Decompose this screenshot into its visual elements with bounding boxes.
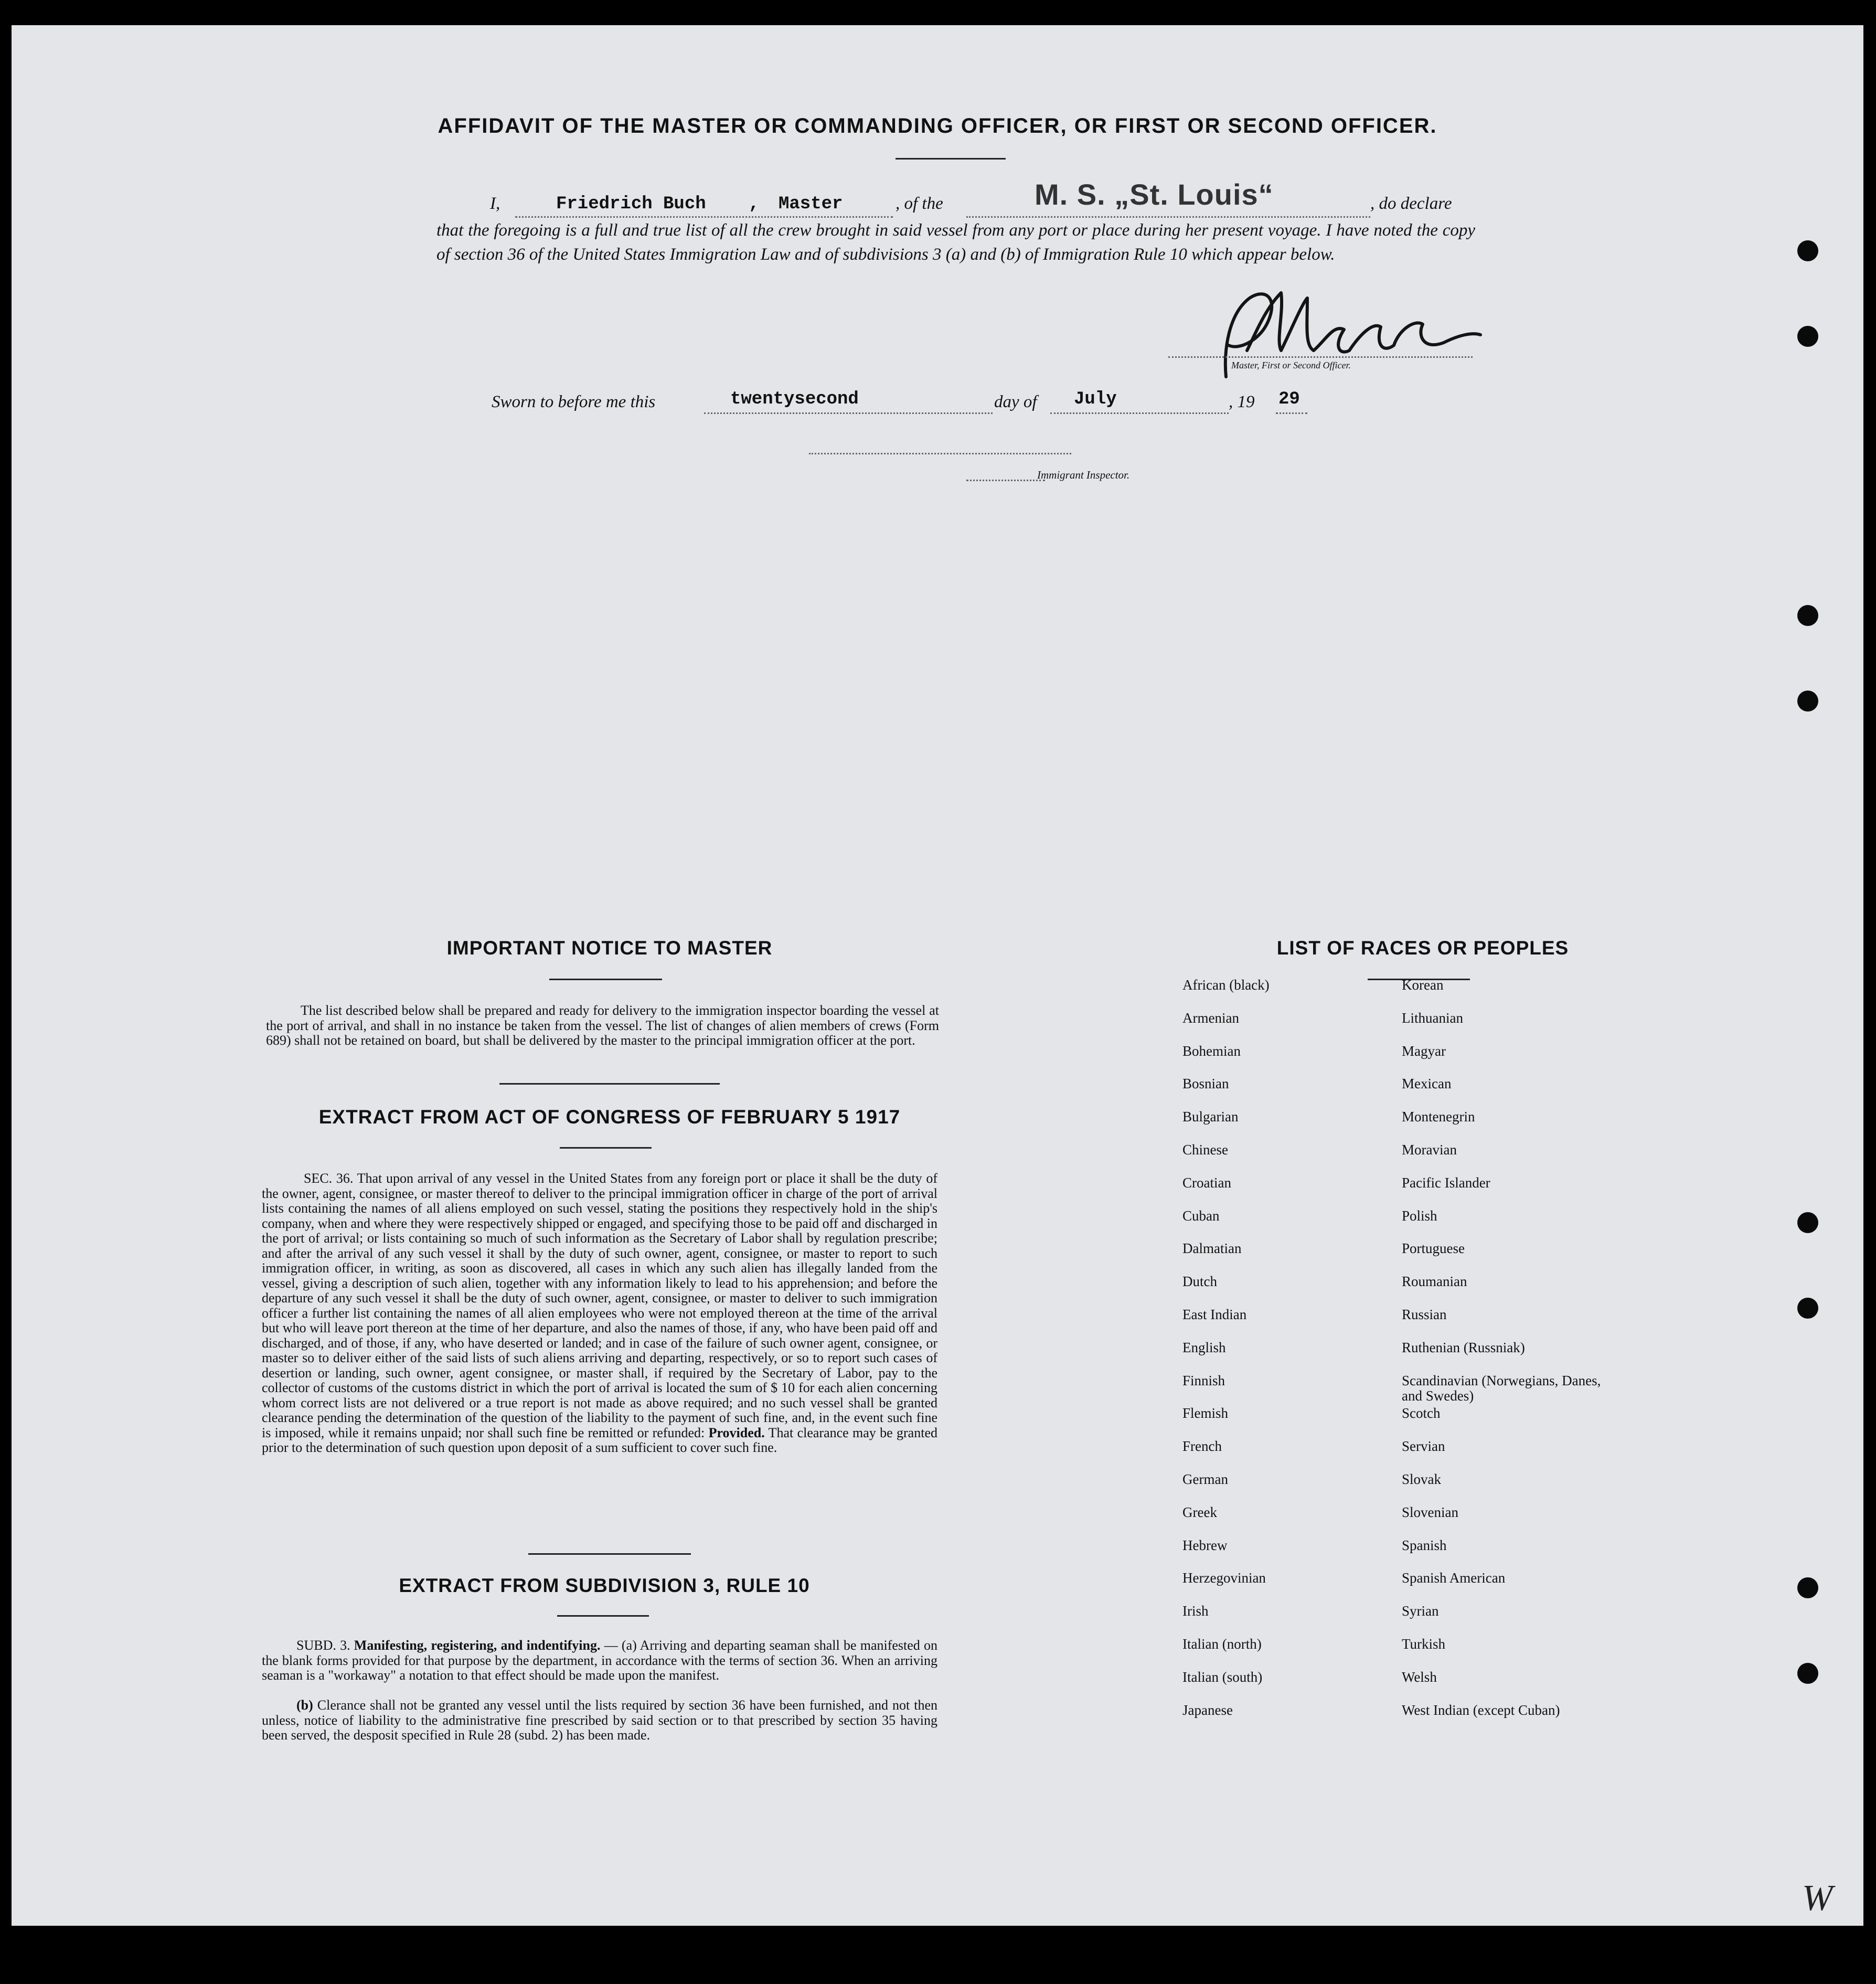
- master-signature: [1176, 272, 1491, 392]
- inspector-line-1: [809, 453, 1071, 454]
- race-item: Irish: [1182, 1603, 1209, 1619]
- race-item: Polish: [1402, 1207, 1437, 1224]
- race-item: Slovenian: [1402, 1504, 1458, 1520]
- extract-act-heading: EXTRACT FROM ACT OF CONGRESS OF FEBRUARY 5 1917: [318, 1106, 901, 1128]
- signature-line: [1168, 356, 1473, 358]
- race-item: Spanish American: [1402, 1570, 1506, 1586]
- race-item: Servian: [1402, 1438, 1445, 1455]
- affidavit-paragraph: that the foregoing is a full and true list of all the crew brought in said vessel from any port or place during her present voyage. I have noted the copy of section 36 of the United States Immigration Law and of subdivisions 3 (a) and (b) of Immigration Rule 10 which appear below.: [436, 221, 1475, 264]
- race-item: Bosnian: [1182, 1076, 1229, 1092]
- binder-hole: [1797, 1577, 1818, 1598]
- race-item: German: [1182, 1471, 1228, 1487]
- race-item: Cuban: [1182, 1207, 1220, 1224]
- document-page: [12, 25, 1863, 1926]
- race-item: Spanish: [1402, 1537, 1447, 1553]
- para-b-text: Clerance shall not be granted any vessel until the lists required by section 36 have been furnished, and not then unless, notice of liability to the administrative fine prescribed by said section or to that prescribed by section 35 having been served, the desposit specified in Rule 28 (subd. 2) has been made.: [262, 1697, 937, 1743]
- race-item: Hebrew: [1182, 1537, 1228, 1553]
- race-item: Welsh: [1402, 1669, 1437, 1685]
- binder-hole: [1797, 605, 1818, 626]
- race-item: Flemish: [1182, 1405, 1229, 1421]
- race-item: West Indian (except Cuban): [1402, 1702, 1560, 1718]
- extract-rule-heading: EXTRACT FROM SUBDIVISION 3, RULE 10: [399, 1575, 810, 1596]
- extract-act-rule: [560, 1147, 652, 1149]
- race-item: Greek: [1182, 1504, 1217, 1520]
- provided-label: Provided.: [708, 1425, 765, 1440]
- race-item: Chinese: [1182, 1142, 1228, 1158]
- sworn-day: twentysecond: [730, 389, 859, 409]
- sworn-day-blank: [704, 412, 993, 414]
- day-of-label: day of: [994, 392, 1037, 411]
- race-item: English: [1182, 1339, 1226, 1355]
- name-blank: [515, 216, 893, 218]
- race-item: Korean: [1402, 977, 1444, 993]
- race-item: Lithuanian: [1402, 1010, 1463, 1026]
- race-item: Italian (south): [1182, 1669, 1263, 1685]
- race-item: Roumanian: [1402, 1274, 1467, 1290]
- race-item: French: [1182, 1438, 1222, 1455]
- race-item: Dalmatian: [1182, 1240, 1242, 1257]
- binder-hole: [1797, 326, 1818, 347]
- corner-mark: W: [1802, 1878, 1833, 1918]
- subd3-para-a: [262, 1638, 937, 1683]
- notice-heading: IMPORTANT NOTICE TO MASTER: [446, 937, 773, 959]
- affidavit-title: AFFIDAVIT OF THE MASTER OR COMMANDING OFFICER, OR FIRST OR SECOND OFFICER.: [438, 114, 1437, 137]
- binder-hole: [1797, 691, 1818, 712]
- do-declare-label: , do declare: [1370, 194, 1452, 213]
- race-item: Mexican: [1402, 1076, 1452, 1092]
- race-item: Croatian: [1182, 1174, 1231, 1191]
- race-item: African (black): [1182, 977, 1270, 993]
- sworn-month-blank: [1050, 412, 1229, 414]
- binder-hole: [1797, 1298, 1818, 1319]
- year-prefix: , 19: [1229, 392, 1255, 411]
- of-the-label: , of the: [896, 194, 943, 213]
- race-item: Portuguese: [1402, 1240, 1465, 1257]
- sworn-label: Sworn to before me this: [492, 392, 656, 411]
- master-rank: Master: [779, 194, 843, 214]
- extract-act-text: [262, 1171, 937, 1456]
- race-item: Japanese: [1182, 1702, 1233, 1718]
- inspector-line-2: [966, 480, 1045, 481]
- race-item: Pacific Islander: [1402, 1174, 1490, 1191]
- notice-text: The list described below shall be prepared and ready for delivery to the immigration inspector boarding the vessel at the port of arrival, and shall in no instance be taken from the vessel. The list of changes of alien members of crews (Form 689) shall not be retained on board, but shall be delivered by the master to the principal immigration officer at the port.: [266, 1003, 939, 1048]
- race-item: Herzegovinian: [1182, 1570, 1266, 1586]
- binder-hole: [1797, 1663, 1818, 1684]
- notice-heading-rule: [549, 979, 662, 980]
- race-item: Moravian: [1402, 1142, 1457, 1158]
- race-item: Scandinavian (Norwegians, Danes, and Swedes): [1402, 1372, 1601, 1404]
- race-item: Armenian: [1182, 1010, 1239, 1026]
- vessel-name-stamp: M. S. „St. Louis“: [1035, 178, 1274, 211]
- notice-rule: [499, 1083, 720, 1085]
- signature-caption: Master, First or Second Officer.: [1231, 360, 1351, 370]
- race-item: Finnish: [1182, 1372, 1225, 1388]
- race-item: Turkish: [1402, 1636, 1446, 1652]
- para-a-label: — (a): [604, 1638, 637, 1653]
- race-item: Scotch: [1402, 1405, 1441, 1421]
- race-item: Bohemian: [1182, 1043, 1241, 1059]
- race-item: Dutch: [1182, 1274, 1217, 1290]
- binder-hole: [1797, 1212, 1818, 1233]
- subd-label: SUBD. 3.: [296, 1638, 350, 1653]
- name-comma: ,: [749, 194, 760, 214]
- race-item: Montenegrin: [1402, 1109, 1475, 1125]
- race-item: Slovak: [1402, 1471, 1442, 1487]
- para-b-label: (b): [296, 1697, 313, 1713]
- race-item: Syrian: [1402, 1603, 1439, 1619]
- master-name: Friedrich Buch: [556, 194, 706, 214]
- year-blank: [1276, 412, 1307, 414]
- para-a-text: Arriving and departing seaman shall be manifested on the blank forms provided for that purpose by the department, in accordance with the terms of section 36. When an arriving seaman is a "workaway" a notation to that effect should be made upon the manifest.: [262, 1638, 937, 1683]
- sec36-text-end: That clearance may be granted prior to the determination of such question upon deposit of a sum sufficient to cover such fine.: [262, 1425, 937, 1455]
- sec36-text: SEC. 36. That upon arrival of any vessel in the United States from any foreign port or place it shall be the duty of the owner, agent, consignee, or master thereof to deliver to the principal immigration officer in charge of the port of arrival lists containing the names of all aliens employed on such vessel, stating the positions they respectively hold in the ship's company, when and where they were respectively shipped or engaged, and specifying those to be paid off and discharged in the port of arrival; or lists containing so much of such information as the Secretary of Labor shall by regulation prescribe; and after the arrival of any such vessel it shall by the duty of such owner, agent, consignee, or master to report to such immigration officer, in writing, as soon as discovered, all cases in which any such alien has illegally landed from the vessel, giving a description of such alien, together with any information likely to lead to his apprehension; and before the departure of any such vessel it shall be the duty of such owner, agent, consignee, or master to deliver to such immigration officer a further list containing the names of all alien employees who were not employed thereon at the time of the arrival but who will leave port thereon at the time of her departure, and also the names of those, if any, who have been paid off and discharged, and of those, if any, who have deserted or landed; and in case of the failure of such owner agent, consignee, or master so to deliver either of the said lists of such aliens arriving and departing, respectively, or so to report such cases of desertion or landing, such owner, agent consignee, or master shall, if required by the Secretary of Labor, pay to the collector of customs of the customs district in which the port of arrival is located the sum of $ 10 for each alien concerning whom correct lists are not delivered or a true report is not made as above required; and no such vessel shall be granted clearance pending the determination of the question of the liability to the payment of such fine, and, in the event such fine is imposed, while it remains unpaid; nor shall such fine be remitted or refunded:: [262, 1171, 937, 1440]
- race-item: Russian: [1402, 1307, 1447, 1322]
- affidavit-i-label: I,: [490, 194, 500, 213]
- sworn-year: 29: [1278, 389, 1300, 409]
- races-heading: LIST OF RACES OR PEOPLES: [1276, 937, 1569, 959]
- inspector-caption: Immigrant Inspector.: [1037, 469, 1130, 481]
- race-item: Magyar: [1402, 1043, 1446, 1059]
- subd3-para-b: [262, 1698, 937, 1743]
- vessel-blank: [966, 216, 1370, 218]
- binder-hole: [1797, 240, 1818, 261]
- race-item: Ruthenian (Russniak): [1402, 1339, 1525, 1355]
- race-item: Bulgarian: [1182, 1109, 1239, 1125]
- race-item: East Indian: [1182, 1307, 1247, 1322]
- extract-act-end-rule: [528, 1553, 691, 1555]
- title-underline: [896, 158, 1006, 160]
- extract-rule-rule: [557, 1615, 649, 1617]
- race-item: Italian (north): [1182, 1636, 1262, 1652]
- subd-heading: Manifesting, registering, and indentifying.: [354, 1638, 601, 1653]
- sworn-month: July: [1074, 389, 1117, 409]
